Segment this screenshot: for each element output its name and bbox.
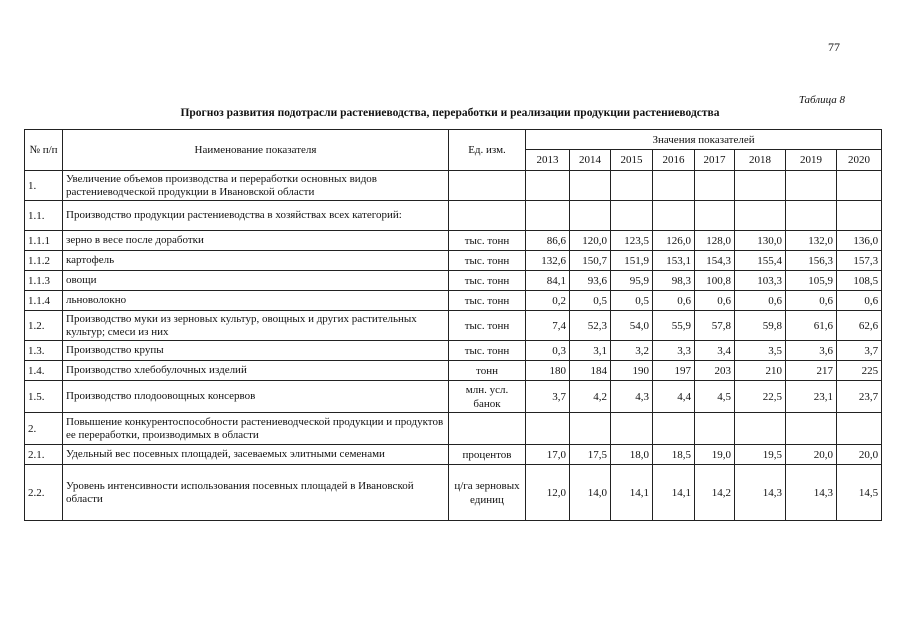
value-cell <box>611 171 653 201</box>
table-label: Таблица 8 <box>798 94 845 106</box>
value-cell: 100,8 <box>695 271 735 291</box>
value-cell <box>570 413 611 445</box>
row-number-cell: 1.1.2 <box>25 251 63 271</box>
indicator-name-cell: зерно в весе после доработки <box>63 231 449 251</box>
value-cell: 20,0 <box>837 445 882 465</box>
value-cell: 98,3 <box>653 271 695 291</box>
unit-cell: тыс. тонн <box>449 271 526 291</box>
forecast-table <box>24 129 882 521</box>
value-cell <box>526 171 570 201</box>
value-cell: 62,6 <box>837 311 882 341</box>
row-number-cell: 1.1. <box>25 201 63 231</box>
table-row <box>25 201 882 231</box>
value-cell: 14,5 <box>837 465 882 521</box>
page-number: 77 <box>828 40 840 54</box>
table-header <box>25 130 882 171</box>
value-cell: 4,5 <box>695 381 735 413</box>
row-number-cell: 1.1.3 <box>25 271 63 291</box>
value-cell: 203 <box>695 361 735 381</box>
header-year: 2020 <box>837 150 882 171</box>
table-row <box>25 171 882 201</box>
value-cell: 0,6 <box>786 291 837 311</box>
value-cell: 55,9 <box>653 311 695 341</box>
value-cell: 136,0 <box>837 231 882 251</box>
value-cell <box>786 201 837 231</box>
value-cell <box>570 171 611 201</box>
value-cell: 197 <box>653 361 695 381</box>
value-cell: 0,6 <box>695 291 735 311</box>
value-cell: 19,5 <box>735 445 786 465</box>
indicator-name-cell: Увеличение объемов производства и переработки основных видов растениеводческой продукции в Ивановской области <box>63 171 449 201</box>
value-cell <box>735 171 786 201</box>
header-year: 2017 <box>695 150 735 171</box>
value-cell: 14,0 <box>570 465 611 521</box>
value-cell <box>695 201 735 231</box>
value-cell: 3,5 <box>735 341 786 361</box>
unit-cell: тыс. тонн <box>449 311 526 341</box>
value-cell <box>611 201 653 231</box>
indicator-name-cell: картофель <box>63 251 449 271</box>
value-cell: 86,6 <box>526 231 570 251</box>
table-row <box>25 465 882 521</box>
value-cell: 130,0 <box>735 231 786 251</box>
value-cell: 18,0 <box>611 445 653 465</box>
value-cell: 210 <box>735 361 786 381</box>
header-year: 2014 <box>570 150 611 171</box>
value-cell: 3,4 <box>695 341 735 361</box>
indicator-name-cell: Производство продукции растениеводства в хозяйствах всех категорий: <box>63 201 449 231</box>
value-cell: 17,0 <box>526 445 570 465</box>
row-number-cell: 1.2. <box>25 311 63 341</box>
table-row <box>25 271 882 291</box>
table-row <box>25 231 882 251</box>
table-row <box>25 341 882 361</box>
unit-cell: процентов <box>449 445 526 465</box>
value-cell: 4,3 <box>611 381 653 413</box>
table-row <box>25 311 882 341</box>
row-number-cell: 1.1.4 <box>25 291 63 311</box>
indicator-name-cell: Удельный вес посевных площадей, засеваемых элитными семенами <box>63 445 449 465</box>
value-cell <box>837 413 882 445</box>
value-cell <box>653 413 695 445</box>
table-row <box>25 251 882 271</box>
table-row <box>25 445 882 465</box>
header-year: 2013 <box>526 150 570 171</box>
value-cell: 3,6 <box>786 341 837 361</box>
value-cell: 150,7 <box>570 251 611 271</box>
unit-cell: тыс. тонн <box>449 291 526 311</box>
value-cell: 7,4 <box>526 311 570 341</box>
row-number-cell: 2.1. <box>25 445 63 465</box>
indicator-name-cell: Производство плодоовощных консервов <box>63 381 449 413</box>
indicator-name-cell: Производство хлебобулочных изделий <box>63 361 449 381</box>
indicator-name-cell: Уровень интенсивности использования посевных площадей в Ивановской области <box>63 465 449 521</box>
table-row <box>25 413 882 445</box>
value-cell: 14,2 <box>695 465 735 521</box>
indicator-name-cell: льноволокно <box>63 291 449 311</box>
value-cell: 151,9 <box>611 251 653 271</box>
value-cell: 157,3 <box>837 251 882 271</box>
header-values-group: Значения показателей <box>526 130 882 150</box>
row-number-cell: 1.4. <box>25 361 63 381</box>
value-cell <box>653 201 695 231</box>
table-body <box>25 171 882 521</box>
value-cell <box>526 413 570 445</box>
value-cell: 184 <box>570 361 611 381</box>
indicator-name-cell: овощи <box>63 271 449 291</box>
value-cell: 84,1 <box>526 271 570 291</box>
value-cell: 59,8 <box>735 311 786 341</box>
value-cell: 19,0 <box>695 445 735 465</box>
header-year: 2015 <box>611 150 653 171</box>
value-cell <box>695 413 735 445</box>
value-cell <box>653 171 695 201</box>
value-cell: 14,3 <box>786 465 837 521</box>
value-cell: 180 <box>526 361 570 381</box>
value-cell: 20,0 <box>786 445 837 465</box>
value-cell: 3,3 <box>653 341 695 361</box>
table-row <box>25 361 882 381</box>
document-title: Прогноз развития подотрасли растениеводства, переработки и реализации продукции растениеводства <box>180 107 720 119</box>
value-cell: 17,5 <box>570 445 611 465</box>
row-number-cell: 1.3. <box>25 341 63 361</box>
value-cell <box>837 201 882 231</box>
value-cell: 12,0 <box>526 465 570 521</box>
value-cell: 0,2 <box>526 291 570 311</box>
header-year: 2019 <box>786 150 837 171</box>
header-year: 2016 <box>653 150 695 171</box>
value-cell: 0,6 <box>837 291 882 311</box>
value-cell: 126,0 <box>653 231 695 251</box>
value-cell: 0,5 <box>611 291 653 311</box>
value-cell: 156,3 <box>786 251 837 271</box>
value-cell: 132,0 <box>786 231 837 251</box>
value-cell: 0,3 <box>526 341 570 361</box>
value-cell: 0,6 <box>653 291 695 311</box>
header-num: № п/п <box>25 130 63 171</box>
header-unit: Ед. изм. <box>449 130 526 171</box>
unit-cell: тонн <box>449 361 526 381</box>
value-cell: 217 <box>786 361 837 381</box>
value-cell: 0,6 <box>735 291 786 311</box>
value-cell: 18,5 <box>653 445 695 465</box>
row-number-cell: 1.1.1 <box>25 231 63 251</box>
unit-cell <box>449 413 526 445</box>
unit-cell: тыс. тонн <box>449 231 526 251</box>
unit-cell <box>449 171 526 201</box>
indicator-name-cell: Повышение конкурентоспособности растениеводческой продукции и продуктов ее переработки, производимых в области <box>63 413 449 445</box>
table-row <box>25 291 882 311</box>
row-number-cell: 1.5. <box>25 381 63 413</box>
value-cell <box>695 171 735 201</box>
value-cell: 155,4 <box>735 251 786 271</box>
value-cell: 23,7 <box>837 381 882 413</box>
value-cell: 22,5 <box>735 381 786 413</box>
value-cell: 132,6 <box>526 251 570 271</box>
value-cell: 93,6 <box>570 271 611 291</box>
value-cell <box>735 413 786 445</box>
row-number-cell: 2. <box>25 413 63 445</box>
row-number-cell: 1. <box>25 171 63 201</box>
value-cell: 4,4 <box>653 381 695 413</box>
header-name: Наименование показателя <box>63 130 449 171</box>
unit-cell: тыс. тонн <box>449 341 526 361</box>
value-cell: 0,5 <box>570 291 611 311</box>
value-cell: 14,1 <box>611 465 653 521</box>
row-number-cell: 2.2. <box>25 465 63 521</box>
value-cell: 57,8 <box>695 311 735 341</box>
value-cell: 23,1 <box>786 381 837 413</box>
header-year: 2018 <box>735 150 786 171</box>
value-cell: 14,1 <box>653 465 695 521</box>
value-cell: 3,7 <box>837 341 882 361</box>
value-cell: 14,3 <box>735 465 786 521</box>
indicator-name-cell: Производство крупы <box>63 341 449 361</box>
value-cell: 95,9 <box>611 271 653 291</box>
value-cell: 3,1 <box>570 341 611 361</box>
value-cell: 103,3 <box>735 271 786 291</box>
value-cell <box>611 413 653 445</box>
table-row <box>25 381 882 413</box>
value-cell: 61,6 <box>786 311 837 341</box>
value-cell: 225 <box>837 361 882 381</box>
value-cell: 128,0 <box>695 231 735 251</box>
unit-cell <box>449 201 526 231</box>
value-cell <box>570 201 611 231</box>
value-cell: 123,5 <box>611 231 653 251</box>
value-cell: 154,3 <box>695 251 735 271</box>
value-cell <box>786 171 837 201</box>
value-cell: 3,2 <box>611 341 653 361</box>
unit-cell: ц/га зерновых единиц <box>449 465 526 521</box>
unit-cell: тыс. тонн <box>449 251 526 271</box>
value-cell <box>837 171 882 201</box>
value-cell: 54,0 <box>611 311 653 341</box>
value-cell: 108,5 <box>837 271 882 291</box>
value-cell: 3,7 <box>526 381 570 413</box>
indicator-name-cell: Производство муки из зерновых культур, овощных и других растительных культур; смеси из них <box>63 311 449 341</box>
value-cell: 120,0 <box>570 231 611 251</box>
value-cell: 4,2 <box>570 381 611 413</box>
value-cell <box>786 413 837 445</box>
unit-cell: млн. усл. банок <box>449 381 526 413</box>
value-cell <box>526 201 570 231</box>
value-cell <box>735 201 786 231</box>
value-cell: 52,3 <box>570 311 611 341</box>
value-cell: 153,1 <box>653 251 695 271</box>
value-cell: 190 <box>611 361 653 381</box>
value-cell: 105,9 <box>786 271 837 291</box>
